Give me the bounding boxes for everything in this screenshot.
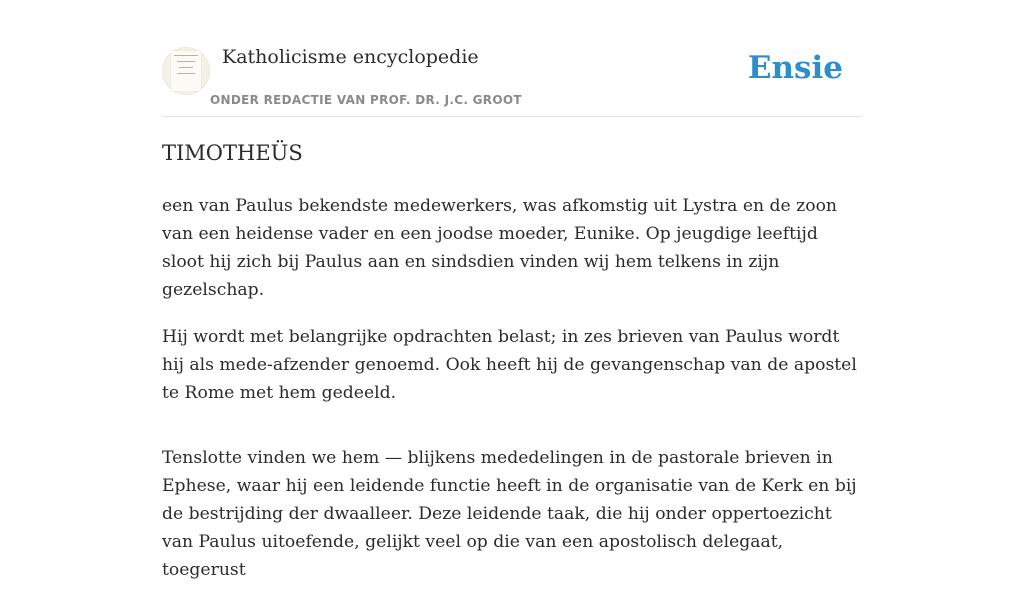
cover-line-icon — [174, 55, 198, 56]
cover-line-icon — [179, 67, 193, 68]
cover-line-icon — [177, 61, 195, 62]
book-cover-icon[interactable] — [162, 47, 210, 95]
brand-logo[interactable]: Ensie — [747, 50, 843, 86]
cover-line-icon — [177, 73, 195, 74]
article-paragraph: een van Paulus bekendste medewerkers, was afkomstig uit Lystra en de zoon van een heidense vader en een joodse moeder, Eunike. Op jeugdige leeftijd sloot hij zich bij Paulus aan en sindsdien vinden wij hem telkens in zijn gezelschap. — [162, 196, 837, 300]
article-paragraph: Hij wordt met belangrijke opdrachten belast; in zes brieven van Paulus wordt hij als mede-afzender genoemd. Ook heeft hij de gevangenschap van de apostel te Rome met hem gedeeld. — [162, 327, 857, 403]
entry-title: TIMOTHEÜS — [162, 141, 303, 165]
page — [162, 0, 862, 580]
article-body — [162, 192, 862, 603]
cover-page-icon — [171, 51, 201, 91]
header — [162, 0, 862, 117]
site-title[interactable]: Katholicisme encyclopedie — [222, 46, 479, 68]
article-paragraph: Tenslotte vinden we hem — blijkens mededelingen in de pastorale brieven in Ephese, waar hij een leidende functie heeft in de organisatie van de Kerk en bij de bestrijding der dwaalleer. Deze leidende taak, die hij onder oppertoezicht van Paulus uitoefende, gelijkt veel op die van een apostolisch delegaat, toegerust — [162, 448, 857, 580]
editor-subtitle: ONDER REDACTIE VAN PROF. DR. J.C. GROOT — [210, 93, 522, 107]
